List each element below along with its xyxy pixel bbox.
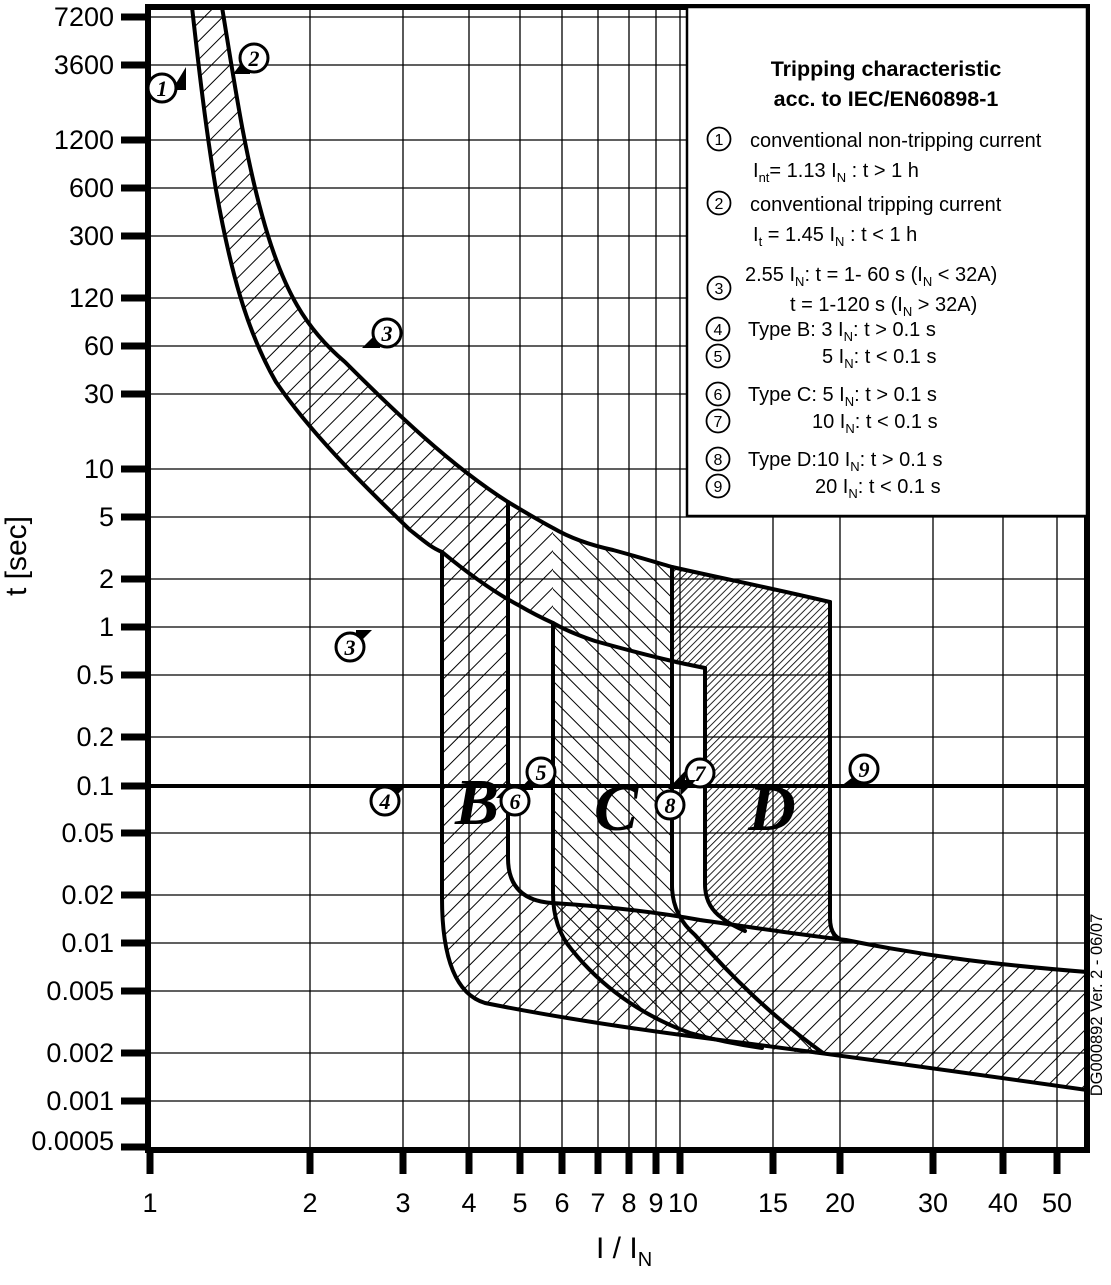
y-tick-label: 1200 [53, 125, 114, 155]
legend-item-3-line2: t = 1-120 s $(I_N > 32A)$ [790, 294, 978, 319]
legend-item-2-line2: $I_t = 1.45$ $I_N$ : t < 1 h [753, 224, 918, 249]
x-axis-title: I / $I_N$ [596, 1232, 653, 1271]
y-tick-label: 0.0005 [31, 1126, 114, 1156]
legend-item-1-line1: conventional non-tripping current [750, 130, 1042, 152]
marker-num-6: 6 [509, 789, 521, 814]
legend-item-1-line2: $I_{nt}= 1.13$ $I_N$ : t > 1 h [753, 160, 919, 185]
x-tick-label: 4 [461, 1188, 477, 1218]
y-tick-label: 0.5 [76, 660, 114, 690]
legend-num: 4 [713, 322, 723, 339]
y-tick-label: 0.005 [46, 976, 114, 1006]
y-tick-label: 3600 [53, 50, 114, 80]
marker-num-3b: 3 [344, 635, 356, 660]
legend-item-9-line1: 20 $I_N$: t < 0.1 s [815, 476, 941, 501]
marker-num-2: 2 [248, 46, 260, 71]
x-tick-label: 5 [512, 1188, 528, 1218]
legend-item-8-line1: Type D:10 $I_N$: t > 0.1 s [748, 449, 943, 474]
y-tick-label: 5 [98, 502, 114, 532]
x-tick-label: 3 [395, 1188, 411, 1218]
legend-num: 5 [713, 349, 723, 366]
y-tick-label: 60 [83, 331, 114, 361]
y-tick-label: 10 [83, 454, 114, 484]
x-tick-label: 7 [590, 1188, 606, 1218]
legend-num: 3 [714, 281, 724, 298]
legend-item-3-line1: 2.55 $I_N$: t = 1- 60 s $(I_N < 32A)$ [745, 264, 998, 289]
x-tick-label: 15 [757, 1188, 789, 1218]
legend-num: 7 [713, 414, 723, 431]
marker-num-9: 9 [858, 757, 870, 782]
document-number: DG000892 Ver. 2 - 06/07 [1088, 913, 1106, 1097]
legend-num: 9 [713, 479, 723, 496]
legend-title-line2: acc. to IEC/EN60898-1 [773, 87, 999, 111]
y-tick-label: 0.1 [76, 771, 114, 801]
marker-num-8: 8 [664, 793, 676, 818]
x-tick-label: 40 [987, 1188, 1019, 1218]
legend [687, 7, 1087, 516]
legend-num: 8 [713, 452, 723, 469]
region-letter-C: C [593, 772, 639, 845]
y-tick-label: 0.02 [61, 880, 114, 910]
y-tick-label: 0.2 [76, 722, 114, 752]
x-tick-label: 50 [1041, 1188, 1073, 1218]
marker-num-1: 1 [156, 76, 168, 101]
y-tick-label: 0.05 [61, 818, 114, 848]
x-tick-label: 9 [648, 1188, 664, 1218]
legend-item-6-line1: Type C: 5 $I_N$: t > 0.1 s [748, 384, 937, 409]
x-tick-label: 10 [667, 1188, 699, 1218]
legend-num: 6 [713, 387, 723, 404]
x-tick-label: 30 [917, 1188, 949, 1218]
legend-num: 2 [714, 196, 724, 213]
legend-item-2-line1: conventional tripping current [750, 194, 1002, 216]
x-tick-label: 2 [302, 1188, 318, 1218]
y-tick-label: 300 [68, 221, 114, 251]
legend-title-line1: Tripping characteristic [770, 57, 1002, 81]
x-tick-label: 20 [824, 1188, 856, 1218]
region-letter-D: D [748, 772, 796, 845]
y-tick-label: 2 [98, 564, 114, 594]
y-axis-title: t [sec] [0, 515, 33, 597]
marker-num-4: 4 [379, 789, 391, 814]
region-letter-B: B [454, 766, 500, 839]
y-tick-label: 1 [98, 612, 114, 642]
y-tick-label: 0.001 [46, 1086, 114, 1116]
y-tick-label: 30 [83, 379, 114, 409]
marker-num-5: 5 [535, 760, 547, 785]
legend-item-5-line1: 5 $I_N$: t < 0.1 s [822, 346, 937, 371]
marker-num-3a: 3 [381, 321, 393, 346]
legend-num: 1 [714, 132, 724, 149]
y-tick-label: 600 [68, 173, 114, 203]
legend-item-4-line1: Type B: 3 $I_N$: t > 0.1 s [748, 319, 936, 344]
legend-item-7-line1: 10 $I_N$: t < 0.1 s [812, 411, 938, 436]
x-tick-label: 1 [142, 1188, 158, 1218]
y-tick-label: 0.002 [46, 1038, 114, 1068]
marker-num-7: 7 [694, 761, 706, 786]
x-tick-label: 8 [621, 1188, 637, 1218]
y-tick-label: 120 [68, 283, 114, 313]
y-tick-label: 0.01 [61, 928, 114, 958]
y-tick-label: 7200 [53, 2, 114, 32]
x-tick-label: 6 [554, 1188, 570, 1218]
legend-box [687, 7, 1087, 516]
